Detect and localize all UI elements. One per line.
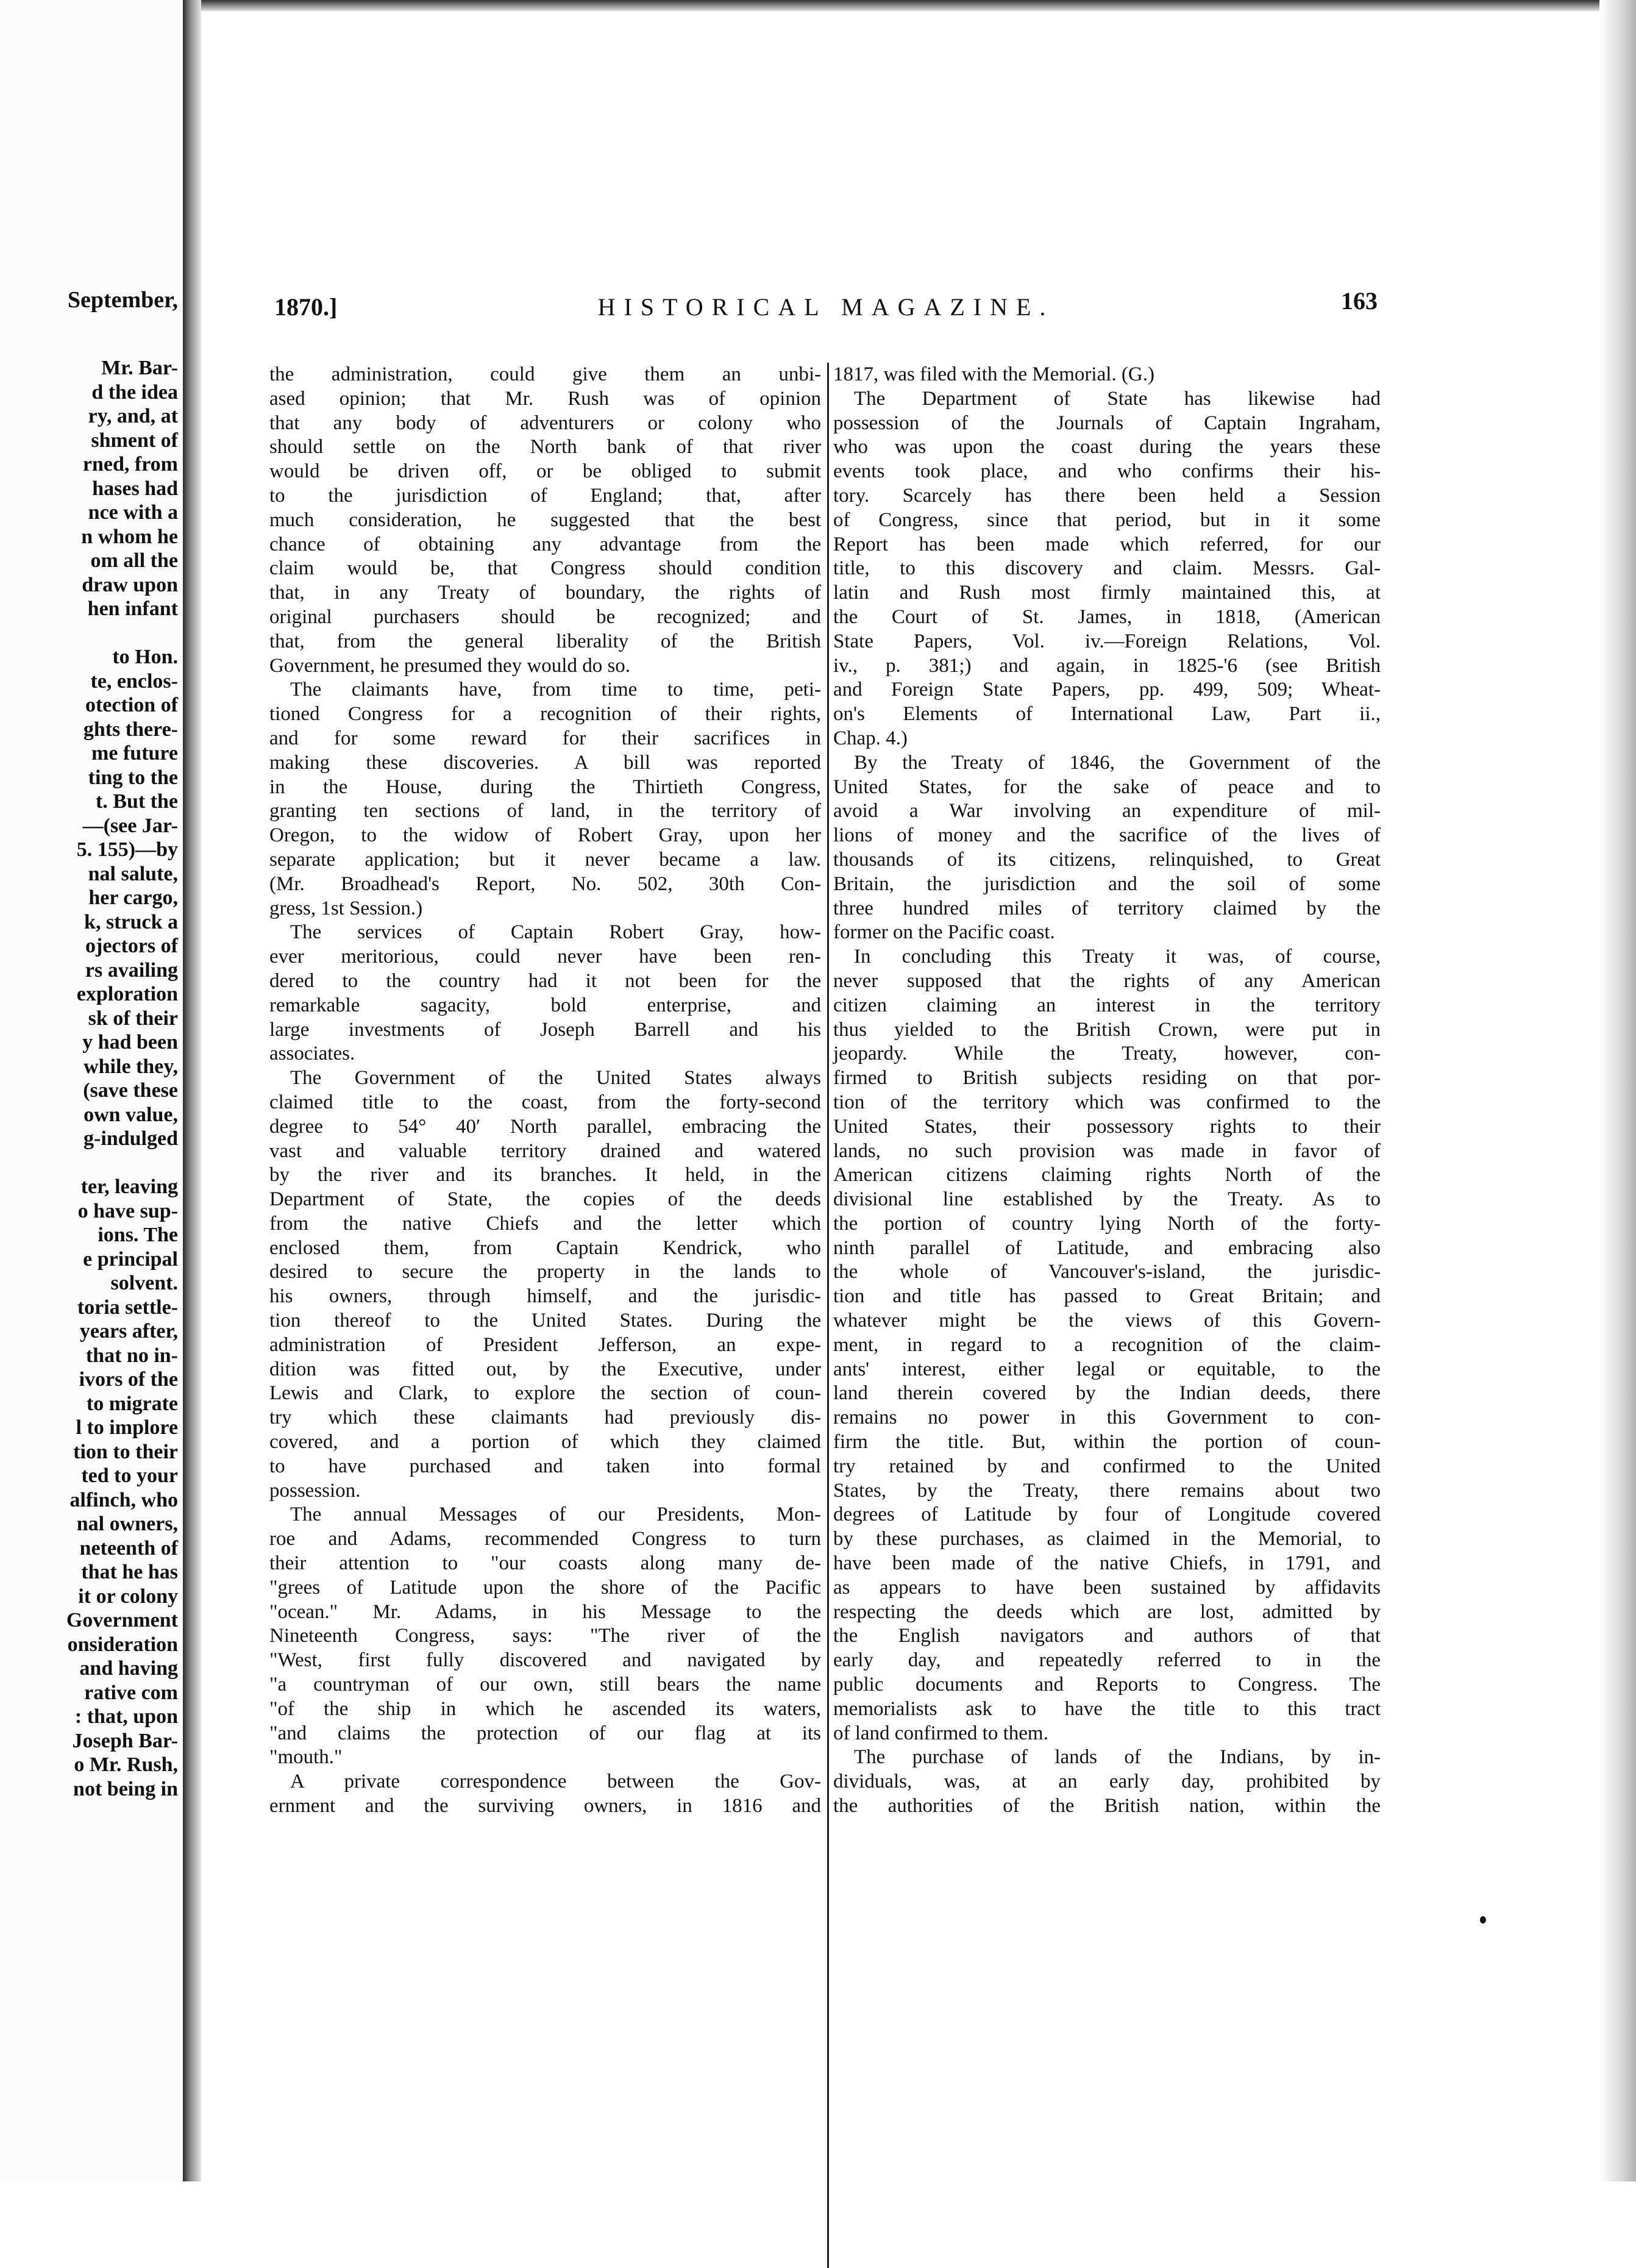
text-line: three hundred miles of territory claimed by the	[833, 897, 1381, 919]
text-line: Lewis and Clark, to explore the section of coun-	[269, 1382, 821, 1405]
text-line: Government, he presumed they would do so.	[269, 654, 631, 677]
previous-page-line: y had been	[82, 1031, 178, 1054]
previous-page-line: alfinch, who	[69, 1488, 178, 1511]
text-line: memorialists ask to have the title to this tract	[833, 1697, 1381, 1720]
text-line: try which these claimants had previously dis-	[269, 1407, 821, 1429]
text-line: his owners, through himself, and the jurisdic-	[269, 1285, 821, 1308]
text-line: dition was fitted out, by the Executive, under	[269, 1358, 821, 1380]
previous-page-line: to Hon.	[112, 646, 178, 668]
previous-page-line: : that, upon	[74, 1705, 178, 1728]
previous-page-line: neteenth of	[79, 1536, 178, 1560]
previous-page-line: that he has	[81, 1561, 178, 1583]
text-line: the portion of country lying North of the forty-	[833, 1212, 1381, 1235]
previous-page-fragment	[0, 0, 183, 2181]
text-line: States, by the Treaty, there remains about two	[833, 1479, 1381, 1502]
text-line: By the Treaty of 1846, the Government of the	[854, 751, 1381, 774]
column-divider	[827, 363, 829, 2268]
text-line: former on the Pacific coast.	[833, 921, 1055, 944]
text-line: of Congress, since that period, but in it some	[833, 508, 1381, 531]
previous-page-line: me future	[91, 742, 178, 765]
previous-page-line: ted to your	[81, 1464, 178, 1487]
text-line: degrees of Latitude by four of Longitude covered	[833, 1503, 1381, 1526]
text-line: The annual Messages of our Presidents, Mon-	[290, 1503, 821, 1526]
text-line: The purchase of lands of the Indians, by in-	[854, 1746, 1381, 1769]
text-line: remarkable sagacity, bold enterprise, and	[269, 994, 821, 1016]
previous-page-line: ivors of the	[79, 1368, 178, 1391]
previous-page-line: k, struck a	[84, 910, 178, 933]
previous-page-line: not being in	[73, 1777, 178, 1800]
text-line: remains no power in this Government to con-	[833, 1407, 1381, 1429]
previous-page-line: rs availing	[85, 958, 178, 982]
previous-page-line: that no in-	[85, 1344, 178, 1367]
text-line: as appears to have been sustained by affidavits	[833, 1576, 1381, 1599]
text-line: ninth parallel of Latitude, and embracing also	[833, 1236, 1381, 1259]
text-line: United States, for the sake of peace and to	[833, 776, 1381, 798]
previous-page-line: Joseph Bar-	[72, 1729, 178, 1752]
text-line: and for some reward for their sacrifices in	[269, 727, 821, 749]
text-column-right	[833, 363, 1381, 1819]
text-line: associates.	[269, 1043, 355, 1065]
text-line: by the river and its branches. It held, in the	[269, 1164, 821, 1186]
text-line: Department of State, the copies of the deeds	[269, 1188, 821, 1211]
text-line: avoid a War involving an expenditure of mil-	[833, 800, 1381, 822]
text-line: thousands of its citizens, relinquished, to Great	[833, 848, 1381, 871]
ink-speck	[1480, 1916, 1486, 1924]
text-line: covered, and a portion of which they claimed	[269, 1431, 821, 1453]
text-line: events took place, and who confirms their his-	[833, 460, 1381, 483]
text-line: thus yielded to the British Crown, were put in	[833, 1018, 1381, 1041]
text-line: roe and Adams, recommended Congress to turn	[269, 1528, 821, 1550]
text-line: on's Elements of International Law, Part ii.,	[833, 703, 1381, 726]
text-line: granting ten sections of land, in the territory of	[269, 800, 821, 822]
text-line: firmed to British subjects residing on that por-	[833, 1067, 1381, 1089]
text-line: "mouth."	[269, 1746, 343, 1769]
text-line: should settle on the North bank of that river	[269, 436, 821, 458]
text-line: lions of money and the sacrifice of the lives of	[833, 824, 1381, 847]
text-line: The Government of the United States always	[290, 1067, 821, 1089]
text-line: desired to secure the property in the lands to	[269, 1261, 821, 1283]
previous-page-line: —(see Jar-	[82, 814, 178, 837]
previous-page-line: and having	[79, 1657, 178, 1680]
text-line: lands, no such provision was made in favor of	[833, 1139, 1381, 1162]
page-top-edge	[201, 0, 1636, 11]
text-line: the Court of St. James, in 1818, (American	[833, 605, 1381, 628]
text-line: In concluding this Treaty it was, of course,	[854, 946, 1381, 968]
text-line: "of the ship in which he ascended its waters,	[269, 1697, 821, 1720]
text-line: "West, first fully discovered and navigated by	[269, 1649, 821, 1672]
text-line: Nineteenth Congress, says: "The river of the	[269, 1625, 821, 1647]
text-line: State Papers, Vol. iv.—Foreign Relations, Vol.	[833, 630, 1381, 652]
previous-page-line: Government	[66, 1609, 178, 1631]
text-line: American citizens claiming rights North of the	[833, 1164, 1381, 1186]
text-line: chance of obtaining any advantage from the	[269, 533, 821, 555]
text-line: would be driven off, or be obliged to submit	[269, 460, 821, 483]
previous-page-line: solvent.	[110, 1272, 178, 1294]
previous-page-line: toria settle-	[77, 1296, 178, 1319]
previous-page-line: it or colony	[78, 1585, 178, 1608]
text-column-left	[269, 363, 821, 1819]
text-line: divisional line established by the Treaty. As to	[833, 1188, 1381, 1211]
text-line: to have purchased and taken into formal	[269, 1455, 821, 1477]
text-line: much consideration, he suggested that the best	[269, 508, 821, 531]
previous-page-line: while they,	[84, 1055, 178, 1078]
previous-page-line: e principal	[83, 1247, 178, 1271]
text-line: the English navigators and authors of that	[833, 1625, 1381, 1647]
previous-page-line: onsideration	[67, 1633, 178, 1656]
text-line: firm the title. But, within the portion of coun-	[833, 1431, 1381, 1453]
text-line: the whole of Vancouver's-island, the jurisdic-	[833, 1261, 1381, 1283]
text-line: tion thereof to the United States. During the	[269, 1310, 821, 1332]
text-line: gress, 1st Session.)	[269, 897, 423, 919]
text-line: dered to the country had it not been for the	[269, 969, 821, 992]
text-line: ernment and the surviving owners, in 1816 and	[269, 1795, 821, 1817]
previous-page-line: n whom he	[81, 525, 178, 548]
previous-page-line: nal owners,	[76, 1513, 178, 1535]
previous-page-line: ry, and, at	[88, 405, 178, 427]
text-line: The services of Captain Robert Gray, how-	[290, 921, 821, 944]
previous-page-line: hases had	[92, 477, 178, 500]
previous-page-line: 5. 155)—by	[76, 838, 178, 861]
text-line: title, to this discovery and claim. Messrs. Gal-	[833, 557, 1381, 580]
previous-page-line: years after,	[79, 1320, 178, 1343]
previous-page-line: tion to their	[73, 1440, 178, 1463]
previous-page-line: otection of	[85, 694, 178, 716]
previous-page-line: hen infant	[87, 597, 178, 620]
previous-page-line: t. But the	[95, 790, 178, 813]
page-gutter	[183, 0, 201, 2181]
text-line: try retained by and confirmed to the United	[833, 1455, 1381, 1477]
previous-page-line: shment of	[91, 429, 178, 452]
previous-page-line: (save these	[83, 1079, 178, 1102]
text-line: latin and Rush most firmly maintained this, at	[833, 582, 1381, 604]
text-line: that any body of adventurers or colony who	[269, 412, 821, 434]
text-line: 1817, was filed with the Memorial. (G.)	[833, 363, 1154, 385]
previous-page-line: o Mr. Rush,	[74, 1753, 178, 1776]
text-line: claimed title to the coast, from the forty-second	[269, 1091, 821, 1113]
previous-page-line: nal salute,	[88, 862, 178, 885]
text-line: early day, and repeatedly referred to in the	[833, 1649, 1381, 1672]
text-line: vast and valuable territory drained and watered	[269, 1139, 821, 1162]
text-line: ever meritorious, could never have been ren-	[269, 946, 821, 968]
text-line: the administration, could give them an unbi-	[269, 363, 821, 385]
text-line: that, in any Treaty of boundary, the rights of	[269, 582, 821, 604]
text-line: A private correspondence between the Gov-	[290, 1771, 821, 1793]
text-line: making these discoveries. A bill was reported	[269, 751, 821, 774]
previous-page-line: te, enclos-	[90, 669, 178, 693]
text-line: ants' interest, either legal or equitable, to the	[833, 1358, 1381, 1380]
text-line: possession of the Journals of Captain Ingraham,	[833, 412, 1381, 434]
text-line: in the House, during the Thirtieth Congress,	[269, 776, 821, 798]
previous-page-line: ting to the	[88, 766, 178, 789]
text-line: tory. Scarcely has there been held a Session	[833, 484, 1381, 507]
text-line: have been made of the native Chiefs, in 1791, and	[833, 1552, 1381, 1575]
text-line: The claimants have, from time to time, peti-	[290, 679, 821, 701]
text-line: of land confirmed to them.	[833, 1722, 1048, 1744]
previous-page-line: g-indulged	[84, 1127, 178, 1150]
previous-page-line: her cargo,	[88, 886, 178, 909]
text-line: "ocean." Mr. Adams, in his Message to the	[269, 1600, 821, 1623]
header-title: HISTORICAL MAGAZINE.	[597, 293, 1055, 321]
text-line: Chap. 4.)	[833, 727, 908, 749]
text-line: their attention to "our coasts along many de-	[269, 1552, 821, 1575]
page-right-edge	[1599, 0, 1636, 2181]
text-line: Britain, the jurisdiction and the soil of some	[833, 872, 1381, 895]
previous-page-line: rative com	[84, 1681, 178, 1704]
previous-page-line: Mr. Bar-	[101, 357, 178, 379]
text-line: "grees of Latitude upon the shore of the Pacific	[269, 1576, 821, 1599]
previous-page-line: ter, leaving	[80, 1175, 178, 1198]
text-line: whatever might be the views of this Govern-	[833, 1310, 1381, 1332]
text-line: tioned Congress for a recognition of their rights,	[269, 703, 821, 726]
previous-page-line: to migrate	[86, 1392, 178, 1415]
text-line: claim would be, that Congress should condition	[269, 557, 821, 580]
text-line: by these purchases, as claimed in the Memorial, to	[833, 1528, 1381, 1550]
text-line: iv., p. 381;) and again, in 1825-'6 (see British	[833, 654, 1381, 677]
text-line: (Mr. Broadhead's Report, No. 502, 30th Con-	[269, 872, 821, 895]
text-line: enclosed them, from Captain Kendrick, who	[269, 1236, 821, 1259]
text-line: large investments of Joseph Barrell and his	[269, 1018, 821, 1041]
text-line: the authorities of the British nation, within the	[833, 1795, 1381, 1817]
text-line: dividuals, was, at an early day, prohibited by	[833, 1771, 1381, 1793]
text-line: tion and title has passed to Great Britain; and	[833, 1285, 1381, 1308]
text-line: citizen claiming an interest in the territory	[833, 994, 1381, 1016]
text-line: United States, their possessory rights to their	[833, 1115, 1381, 1138]
text-line: and Foreign State Papers, pp. 499, 509; Wheat-	[833, 679, 1381, 701]
text-line: from the native Chiefs and the letter which	[269, 1212, 821, 1235]
text-line: jeopardy. While the Treaty, however, con-	[833, 1043, 1381, 1065]
text-line: Oregon, to the widow of Robert Gray, upon her	[269, 824, 821, 847]
text-line: degree to 54° 40′ North parallel, embracing the	[269, 1115, 821, 1138]
text-line: "a countryman of our own, still bears the name	[269, 1674, 821, 1696]
previous-page-header: September,	[67, 287, 178, 313]
previous-page-line: own value,	[84, 1103, 178, 1126]
text-line: public documents and Reports to Congress. The	[833, 1674, 1381, 1696]
previous-page-line: om all the	[90, 549, 178, 572]
previous-page-line: sk of their	[88, 1007, 178, 1030]
previous-page-line: rned, from	[82, 453, 178, 476]
previous-page-line: ghts there-	[83, 718, 178, 741]
previous-page-line: nce with a	[88, 501, 178, 524]
header-year: 1870.]	[274, 293, 338, 321]
previous-page-line: exploration	[76, 983, 178, 1005]
text-line: administration of President Jefferson, an expe-	[269, 1333, 821, 1356]
page-number: 163	[1341, 287, 1378, 315]
text-line: tion of the territory which was confirmed to the	[833, 1091, 1381, 1113]
text-line: land therein covered by the Indian deeds, there	[833, 1382, 1381, 1405]
text-line: "and claims the protection of our flag at its	[269, 1722, 821, 1744]
previous-page-line: ojectors of	[85, 935, 178, 957]
text-line: to the jurisdiction of England; that, after	[269, 484, 821, 507]
text-line: who was upon the coast during the years these	[833, 436, 1381, 458]
previous-page-line: d the idea	[91, 380, 178, 404]
previous-page-line: l to implore	[76, 1416, 178, 1439]
text-line: respecting the deeds which are lost, admitted by	[833, 1600, 1381, 1623]
previous-page-line: o have sup-	[77, 1199, 178, 1222]
text-line: never supposed that the rights of any American	[833, 969, 1381, 992]
text-line: ment, in regard to a recognition of the claim-	[833, 1333, 1381, 1356]
previous-page-line: draw upon	[82, 573, 178, 596]
previous-page-line: ions. The	[98, 1224, 178, 1246]
text-line: original purchasers should be recognized; and	[269, 605, 821, 628]
running-header	[274, 287, 1378, 329]
text-line: that, from the general liberality of the British	[269, 630, 821, 652]
text-line: ased opinion; that Mr. Rush was of opinion	[269, 387, 821, 410]
text-line: The Department of State has likewise had	[854, 387, 1381, 410]
text-line: separate application; but it never became a law.	[269, 848, 821, 871]
text-line: possession.	[269, 1479, 361, 1502]
text-line: Report has been made which referred, for our	[833, 533, 1381, 555]
